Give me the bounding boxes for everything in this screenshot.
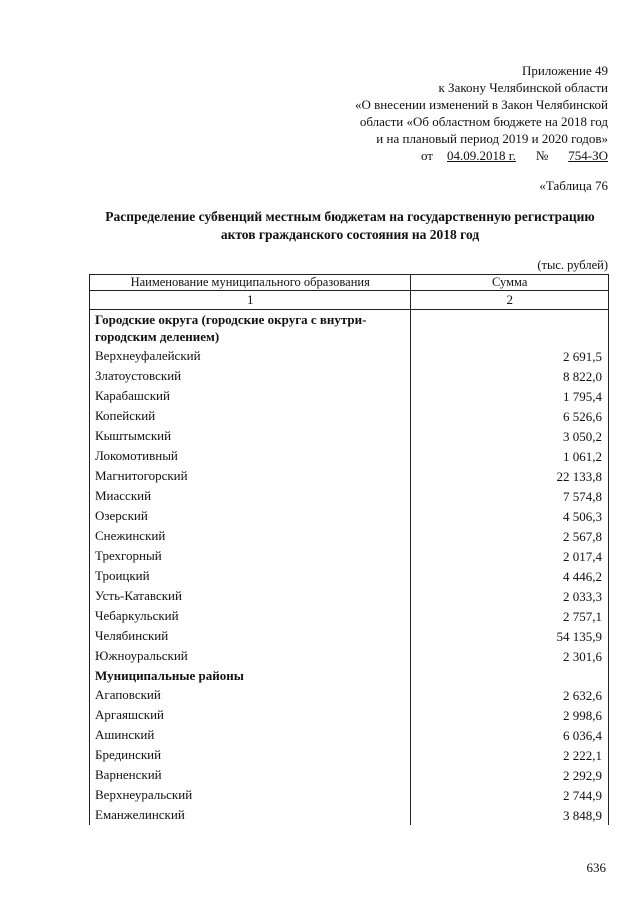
municipality-name: Южноуральский bbox=[90, 646, 411, 666]
title-line: актов гражданского состояния на 2018 год bbox=[220, 227, 480, 242]
municipality-name: Трехгорный bbox=[90, 546, 411, 566]
page-number: 636 bbox=[586, 860, 606, 875]
subsidy-amount: 2 691,5 bbox=[411, 346, 609, 366]
appendix-line: и на плановый период 2019 и 2020 годов» bbox=[376, 131, 608, 146]
group-row bbox=[90, 666, 609, 685]
subsidy-amount: 22 133,8 bbox=[411, 466, 609, 486]
subsidy-amount: 8 822,0 bbox=[411, 366, 609, 386]
subsidy-amount: 2 017,4 bbox=[411, 546, 609, 566]
subsidy-amount: 7 574,8 bbox=[411, 486, 609, 506]
subsidy-amount: 4 446,2 bbox=[411, 566, 609, 586]
table-index-row bbox=[90, 291, 609, 310]
subsidy-amount: 2 033,3 bbox=[411, 586, 609, 606]
group-sum-cell bbox=[411, 310, 609, 347]
subsidy-amount: 2 222,1 bbox=[411, 745, 609, 765]
group-title: Муниципальные районы bbox=[90, 666, 411, 685]
law-number: 754-ЗО bbox=[568, 148, 608, 163]
subsidy-amount: 2 744,9 bbox=[411, 785, 609, 805]
appendix-line: Приложение 49 bbox=[521, 63, 608, 78]
table-row bbox=[90, 805, 609, 825]
subsidy-amount: 3 050,2 bbox=[411, 426, 609, 446]
table-row bbox=[90, 785, 609, 805]
title-line: Распределение субвенций местным бюджетам на государственную регистрацию bbox=[105, 209, 595, 224]
table-row bbox=[90, 566, 609, 586]
subsidy-amount: 1 795,4 bbox=[411, 386, 609, 406]
subsidy-amount: 3 848,9 bbox=[411, 805, 609, 825]
appendix-line: к Закону Челябинской области bbox=[438, 80, 608, 95]
appendix-line: области «Об областном бюджете на 2018 год bbox=[359, 114, 608, 129]
municipality-name: Златоустовский bbox=[90, 366, 411, 386]
municipality-name: Миасский bbox=[90, 486, 411, 506]
table-row bbox=[90, 526, 609, 546]
group-sum-cell bbox=[411, 666, 609, 685]
group-row bbox=[90, 310, 609, 347]
municipality-name: Челябинский bbox=[90, 626, 411, 646]
municipality-name: Копейский bbox=[90, 406, 411, 426]
appendix-line: «О внесении изменений в Закон Челябинской bbox=[354, 97, 608, 112]
table-row bbox=[90, 725, 609, 745]
table-row bbox=[90, 705, 609, 725]
municipality-name: Аргаяшский bbox=[90, 705, 411, 725]
table-row bbox=[90, 366, 609, 386]
municipality-name: Брединский bbox=[90, 745, 411, 765]
table-row bbox=[90, 386, 609, 406]
table-row bbox=[90, 406, 609, 426]
table-row bbox=[90, 506, 609, 526]
table-row bbox=[90, 446, 609, 466]
table-row bbox=[90, 586, 609, 606]
column-index: 1 bbox=[90, 291, 411, 310]
table-header-row bbox=[90, 275, 609, 291]
municipality-name: Снежинский bbox=[90, 526, 411, 546]
subsidy-amount: 6 036,4 bbox=[411, 725, 609, 745]
table-row bbox=[90, 546, 609, 566]
subsidy-amount: 2 757,1 bbox=[411, 606, 609, 626]
municipality-name: Троицкий bbox=[90, 566, 411, 586]
table-row bbox=[90, 745, 609, 765]
municipality-name: Усть-Катавский bbox=[90, 586, 411, 606]
appendix-header bbox=[355, 62, 608, 164]
subsidy-amount: 2 632,6 bbox=[411, 685, 609, 705]
subsidy-table bbox=[89, 274, 609, 825]
table-row bbox=[90, 346, 609, 366]
column-header-sum: Сумма bbox=[411, 275, 609, 291]
table-row bbox=[90, 646, 609, 666]
municipality-name: Верхнеуфалейский bbox=[90, 346, 411, 366]
subsidy-amount: 2 998,6 bbox=[411, 705, 609, 725]
document-title bbox=[60, 208, 640, 244]
subsidy-amount: 2 301,6 bbox=[411, 646, 609, 666]
municipality-name: Чебаркульский bbox=[90, 606, 411, 626]
subsidy-amount: 4 506,3 bbox=[411, 506, 609, 526]
table-row bbox=[90, 606, 609, 626]
table-label: «Таблица 76 bbox=[539, 178, 608, 193]
column-index: 2 bbox=[411, 291, 609, 310]
municipality-name: Ашинский bbox=[90, 725, 411, 745]
law-date: 04.09.2018 г. bbox=[446, 148, 516, 163]
municipality-name: Еманжелинский bbox=[90, 805, 411, 825]
table-row bbox=[90, 765, 609, 785]
table-body bbox=[90, 310, 609, 826]
subsidy-amount: 2 567,8 bbox=[411, 526, 609, 546]
subsidy-amount: 1 061,2 bbox=[411, 446, 609, 466]
table-row bbox=[90, 426, 609, 446]
number-label: № bbox=[535, 148, 549, 163]
table-row bbox=[90, 685, 609, 705]
municipality-name: Карабашский bbox=[90, 386, 411, 406]
table-row bbox=[90, 626, 609, 646]
subsidy-amount: 2 292,9 bbox=[411, 765, 609, 785]
subsidy-amount: 54 135,9 bbox=[411, 626, 609, 646]
municipality-name: Кыштымский bbox=[90, 426, 411, 446]
municipality-name: Локомотивный bbox=[90, 446, 411, 466]
group-title: Городские округа (городские округа с внутри-городским делением) bbox=[90, 310, 411, 347]
subsidy-amount: 6 526,6 bbox=[411, 406, 609, 426]
table-row bbox=[90, 486, 609, 506]
municipality-name: Верхнеуральский bbox=[90, 785, 411, 805]
law-reference bbox=[355, 147, 608, 164]
municipality-name: Агаповский bbox=[90, 685, 411, 705]
municipality-name: Варненский bbox=[90, 765, 411, 785]
from-label: от bbox=[420, 148, 433, 163]
municipality-name: Озерский bbox=[90, 506, 411, 526]
municipality-name: Магнитогорский bbox=[90, 466, 411, 486]
column-header-name: Наименование муниципального образования bbox=[90, 275, 411, 291]
table-row bbox=[90, 466, 609, 486]
units-label: (тыс. рублей) bbox=[537, 258, 608, 272]
